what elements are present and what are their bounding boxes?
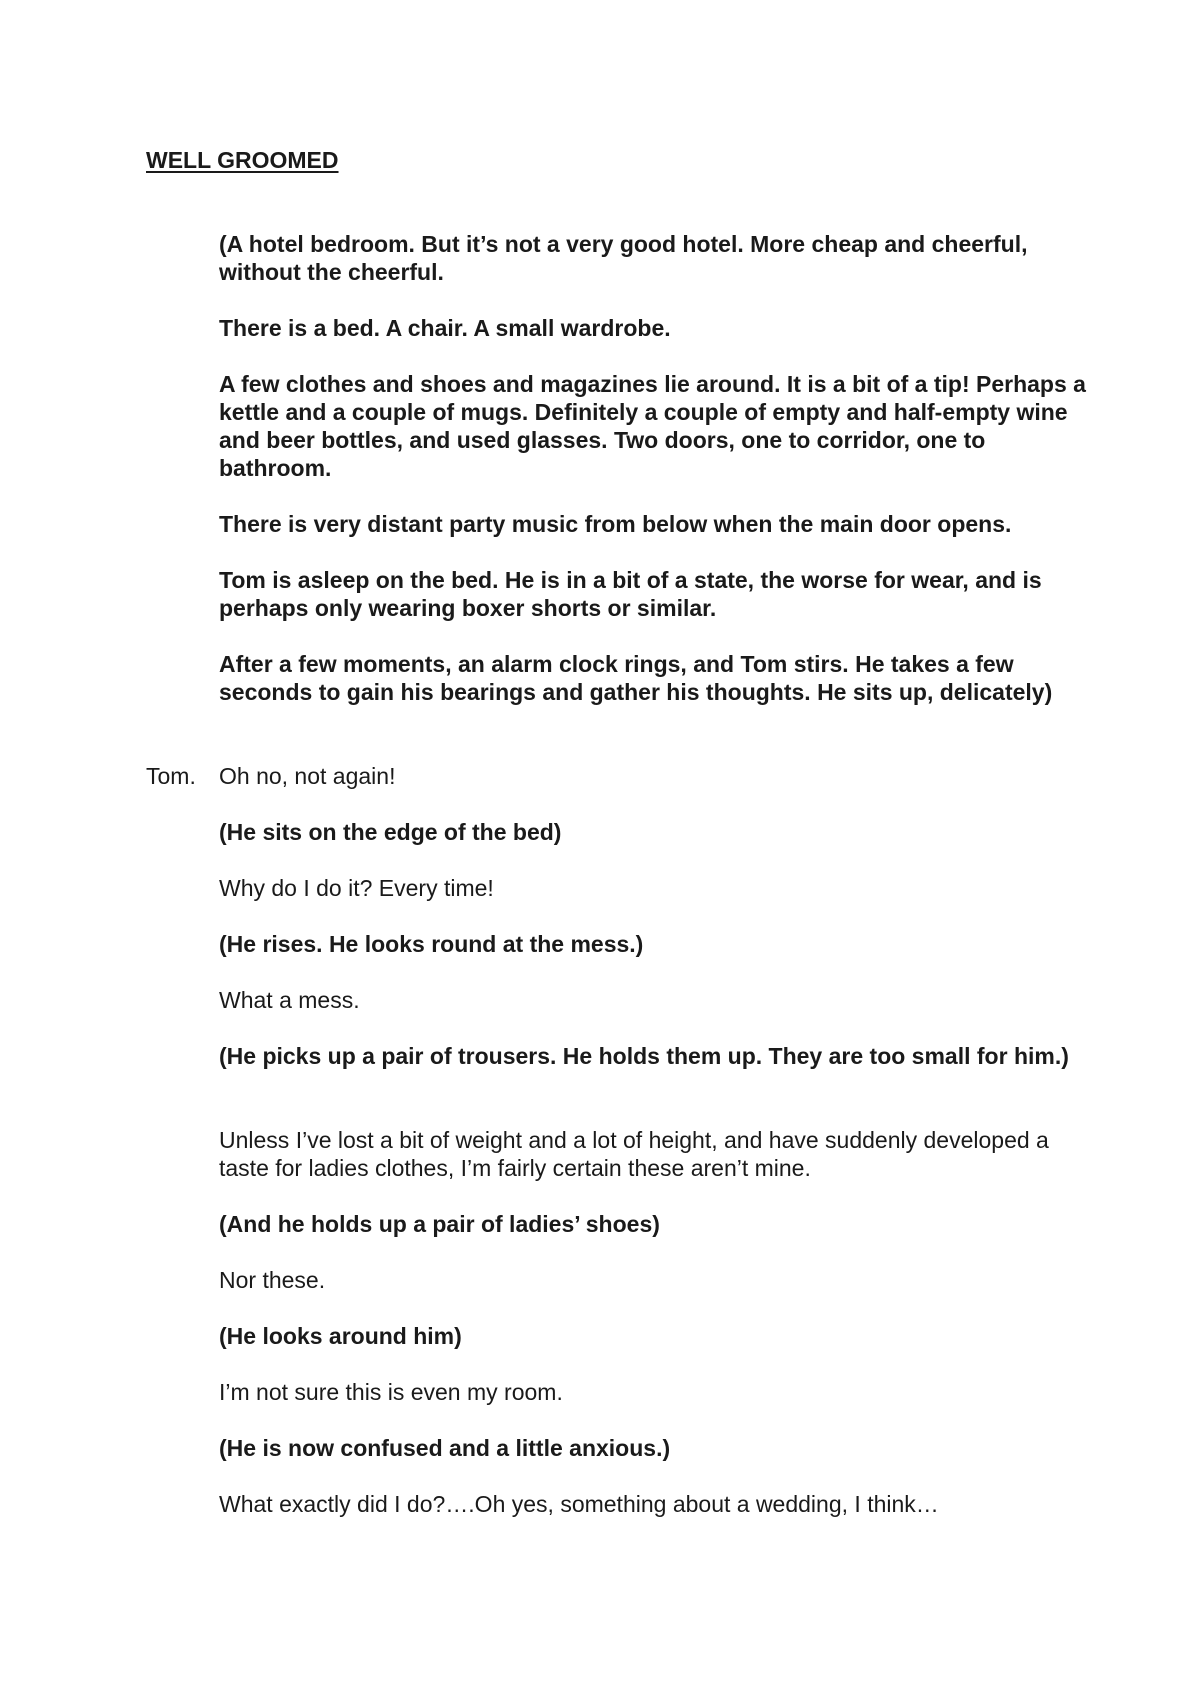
stage-direction: (He rises. He looks round at the mess.) (219, 931, 644, 957)
dialogue-line: Unless I’ve lost a bit of weight and a lot of height, and have suddenly developed a taste for ladies clothes, I’m fairly certain these aren’t mine. (219, 1127, 1049, 1181)
stage-direction-mess: A few clothes and shoes and magazines lie around. It is a bit of a tip! Perhaps a kettle and a couple of mugs. Definitely a couple of empty and half-empty wine and beer bottles, and used glasses. Two doors, one to corridor, one to bathroom. (219, 371, 1086, 481)
dialogue-line: What exactly did I do?….Oh yes, something about a wedding, I think… (219, 1491, 939, 1517)
dialogue-line: Oh no, not again! (219, 763, 396, 789)
stage-direction: (And he holds up a pair of ladies’ shoes) (219, 1211, 660, 1237)
speaker-name: Tom. (146, 763, 196, 789)
stage-direction-music: There is very distant party music from below when the main door opens. (219, 511, 1012, 537)
dialogue-line: Nor these. (219, 1267, 326, 1293)
dialogue-line: I’m not sure this is even my room. (219, 1379, 563, 1405)
stage-direction-alarm: After a few moments, an alarm clock rings, and Tom stirs. He takes a few seconds to gain his bearings and gather his thoughts. He sits up, delicately) (219, 651, 1053, 705)
dialogue-line: Why do I do it? Every time! (219, 875, 494, 901)
page-title: WELL GROOMED (146, 147, 339, 173)
stage-direction-tom-asleep: Tom is asleep on the bed. He is in a bit of a state, the worse for wear, and is perhaps only wearing boxer shorts or similar. (219, 567, 1042, 621)
stage-direction-furniture: There is a bed. A chair. A small wardrobe. (219, 315, 671, 341)
dialogue-line: What a mess. (219, 987, 360, 1013)
stage-direction-setting: (A hotel bedroom. But it’s not a very good hotel. More cheap and cheerful, without the cheerful. (219, 231, 1028, 285)
stage-direction: (He looks around him) (219, 1323, 462, 1349)
stage-direction: (He is now confused and a little anxious.) (219, 1435, 671, 1461)
stage-direction: (He picks up a pair of trousers. He holds them up. They are too small for him.) (219, 1043, 1069, 1069)
stage-direction: (He sits on the edge of the bed) (219, 819, 562, 845)
